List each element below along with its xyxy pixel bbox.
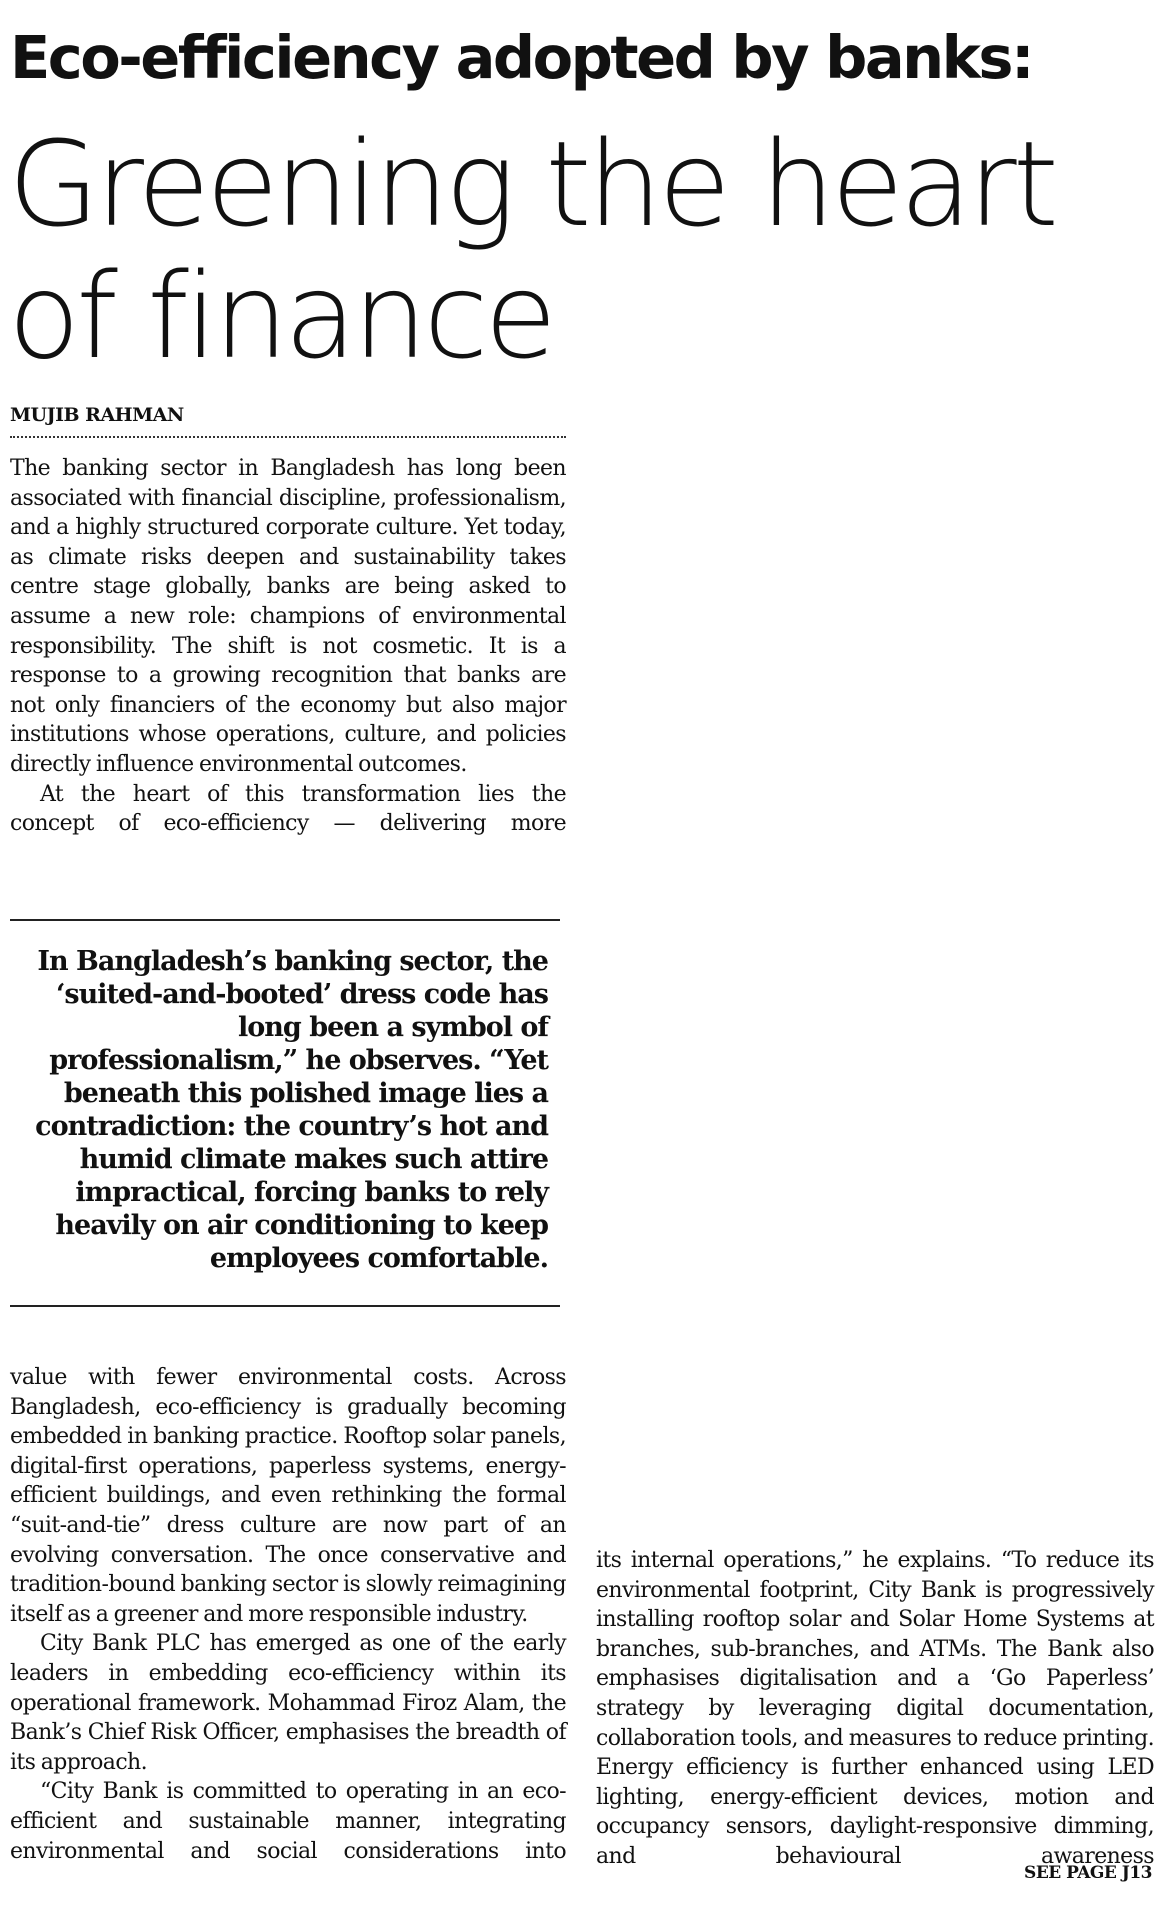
paragraph-2-start: At the heart of this transformation lies the concept of eco-efficiency — delivering more: [10, 781, 566, 837]
paragraph-3: City Bank PLC has emerged as one of the early leaders in embedding eco-efficiency within its operational framework. Mohammad Firoz Alam, the Bank’s Chief Risk Officer, emphasises the breadth of its approach.: [10, 1631, 566, 1775]
article-kicker: Eco-efficiency adopted by banks:: [10, 23, 1033, 92]
paragraph-4-start: “City Bank is committed to operating in an eco-efficient and sustainable manner, integrating environmental and social considerations into: [10, 1779, 566, 1864]
paragraph-4-continued: its internal operations,” he explains. “To reduce its environmental footprint, City Bank is progressively installing rooftop solar and Solar Home Systems at branches, sub-branches, and ATMs. The Bank also emphasises digitalisation and a ‘Go Paperless’ strategy by leveraging digital documentation, collaboration tools, and measures to reduce printing. Energy efficiency is further enhanced using LED lighting, energy-efficient devices, motion and occupancy sensors, daylight-responsive dimming, and behavioural awareness: [596, 1548, 1154, 1869]
pull-quote-bottom-rule: [10, 1305, 560, 1307]
article-headline: [8, 115, 1148, 385]
column-2: [596, 1546, 1154, 1872]
byline-divider: [10, 436, 566, 438]
paragraph-2-continued: value with fewer environmental costs. Across Bangladesh, eco-efficiency is gradually becoming embedded in banking practice. Rooftop solar panels, digital-first operations, paperless systems, energy-efficient buildings, and even rethinking the formal “suit-and-tie” dress culture are now part of an evolving conversation. The once conservative and tradition-bound banking sector is slowly reimagining itself as a greener and more responsible industry.: [10, 1365, 566, 1627]
column-1-top: [10, 454, 566, 839]
byline: MUJIB RAHMAN: [10, 404, 184, 426]
pull-quote: In Bangladesh’s banking sector, the ‘suited-and-booted’ dress code has long been a symbol of professionalism,” he observes. “Yet beneath this polished image lies a contradiction: the country’s hot and humid climate makes such attire impractical, forcing banks to rely heavily on air conditioning to keep employees comfortable.: [35, 946, 548, 1274]
column-1-bottom: [10, 1363, 566, 1866]
paragraph-1: The banking sector in Bangladesh has long been associated with financial discipline, professionalism, and a highly structured corporate culture. Yet today, as climate risks deepen and sustainability takes centre stage globally, banks are being asked to assume a new role: champions of environmental responsibility. The shift is not cosmetic. It is a response to a growing recognition that banks are not only financiers of the economy but also major institutions whose operations, culture, and policies directly influence environmental outcomes.: [10, 456, 566, 777]
headline-line-2: of finance: [8, 247, 553, 385]
continuation-jump: SEE PAGE J13: [1024, 1863, 1152, 1883]
headline-line-1: Greening the heart: [8, 115, 1055, 253]
pull-quote-top-rule: [10, 919, 560, 921]
